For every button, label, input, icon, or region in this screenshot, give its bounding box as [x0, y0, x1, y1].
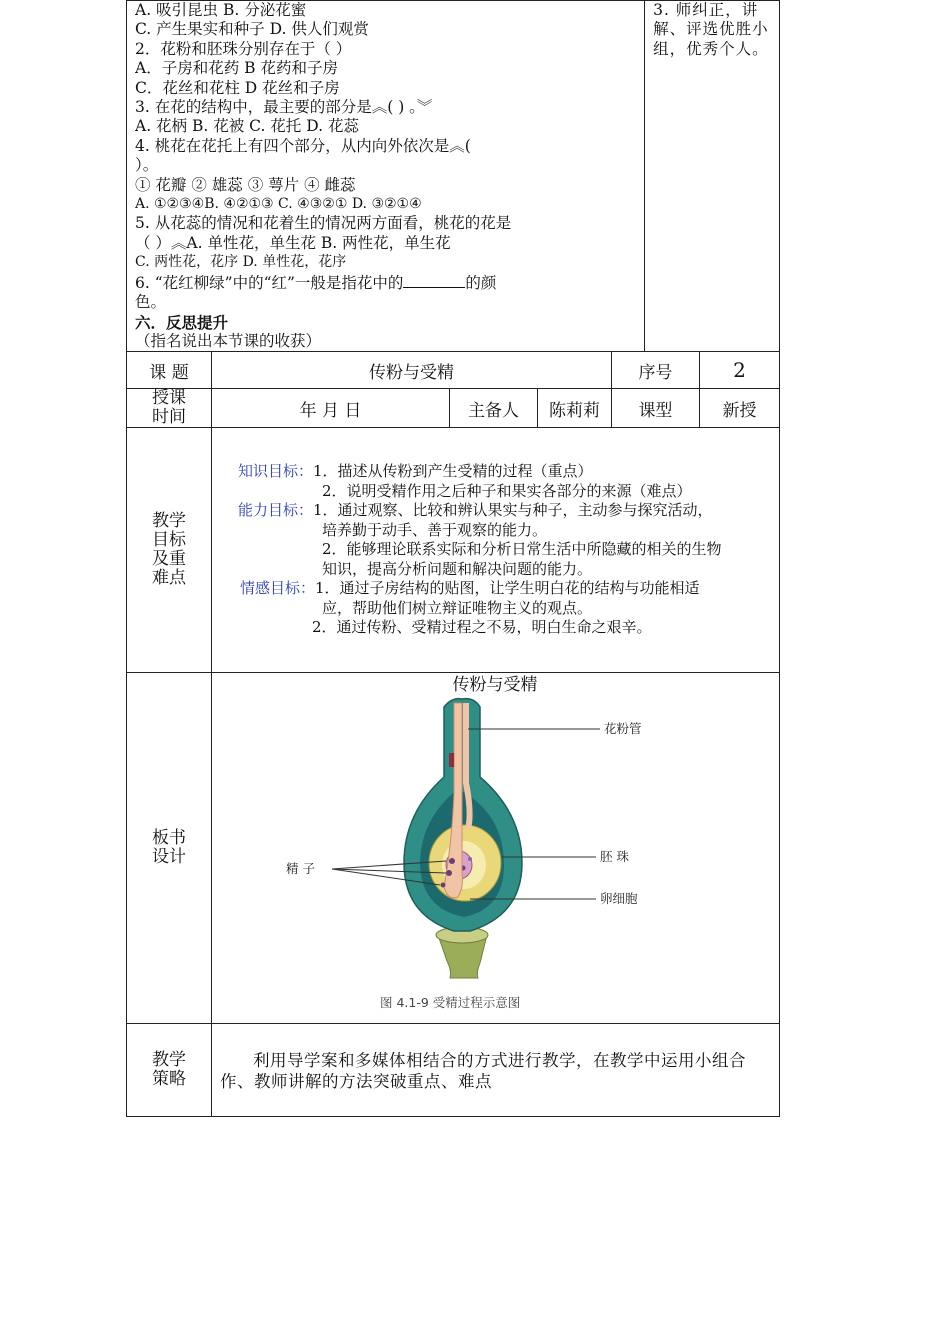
ability-goal-2: 2．能够理论联系实际和分析日常生活中所隐藏的相关的生物 — [322, 540, 722, 559]
question-line: 3. 在花的结构中，最主要的部分是︽( ) 。︾ — [135, 98, 433, 117]
question-6-suffix: 的颜 — [465, 273, 497, 292]
ovule — [429, 825, 501, 901]
goals-content — [212, 428, 780, 673]
lesson-table — [126, 351, 780, 1117]
host-label: 主备人 — [449, 389, 537, 428]
answer-blank — [403, 273, 465, 288]
topic-value: 传粉与受精 — [212, 352, 612, 389]
time-label-line: 授课 — [152, 388, 186, 409]
ability-goal-1-cont: 培养勤于动手、善于观察的能力。 — [322, 520, 548, 539]
goals-label-line: 目标 — [152, 530, 186, 551]
goal-text: 1．通过子房结构的贴图，让学生明白花的结构与功能相适 — [315, 579, 700, 598]
question-line: A. 吸引昆虫 B. 分泌花蜜 — [135, 1, 307, 19]
strategy-label-line: 策略 — [152, 1069, 186, 1090]
ability-goal-2-cont: 知识，提高分析问题和解决问题的能力。 — [322, 559, 593, 578]
lesson-plan-sheet — [126, 0, 780, 1117]
question-line: 2．花粉和胚珠分别存在于（ ） — [135, 39, 352, 58]
question-line: 5. 从花蕊的情况和花着生的情况两方面看，桃花的花是 — [135, 214, 512, 233]
teacher-notes: 3. 师纠正，讲解、评选优胜小组，优秀个人。 — [645, 1, 780, 352]
goals-label-line: 难点 — [152, 568, 186, 589]
knowledge-goal-2: 2．说明受精作用之后种子和果实各部分的来源（难点） — [322, 481, 692, 500]
question-line: 4. 桃花在花托上有四个部分，从内向外依次是︽( — [135, 136, 471, 155]
knowledge-label: 知识目标： — [238, 462, 314, 481]
seq-value: 2 — [699, 352, 779, 389]
question-line: ）。 — [135, 156, 159, 175]
board-title: 传粉与受精 — [452, 675, 538, 696]
fertilization-diagram — [212, 673, 778, 1023]
label-ovule: 胚 珠 — [600, 849, 629, 865]
emotion-goal-1-cont: 应，帮助他们树立辩证唯物主义的观点。 — [322, 598, 593, 617]
board-label-line: 板书 — [152, 828, 186, 849]
emotion-goal-2: 2．通过传粉、受精过程之不易，明白生命之艰辛。 — [312, 618, 652, 637]
section-title: 六．反思提升 — [135, 312, 229, 332]
question-6-end: 色。 — [135, 293, 167, 312]
host-value: 陈莉莉 — [537, 389, 611, 428]
ability-goal-1 — [238, 501, 775, 521]
question-line: A. 花柄 B. 花被 C. 花托 D. 花蕊 — [135, 117, 359, 136]
time-label — [127, 389, 212, 428]
knowledge-goal-1 — [238, 462, 775, 482]
label-egg: 卵细胞 — [600, 891, 638, 907]
flower-stalk — [436, 927, 488, 978]
goals-label-line: 及重 — [152, 549, 186, 570]
board-label-line: 设计 — [152, 847, 186, 868]
board-design — [212, 673, 780, 1024]
seq-label: 序号 — [611, 352, 699, 389]
question-line: ① 花瓣 ② 雄蕊 ③ 萼片 ④ 雌蕊 — [135, 175, 356, 194]
question-line: A. ①②③④B. ④②①③ C. ④③②① D. ③②①④ — [135, 196, 422, 213]
diagram-caption: 图 4.1-9 受精过程示意图 — [380, 995, 521, 1011]
strategy-label-line: 教学 — [152, 1050, 186, 1071]
exercise-table — [126, 0, 780, 352]
emotion-goal-1 — [238, 579, 775, 599]
date-value: 年 月 日 — [212, 389, 450, 428]
topic-label: 课 题 — [127, 352, 212, 389]
emotion-label: 情感目标： — [240, 579, 316, 598]
section-note: （指名说出本节课的收获） — [135, 331, 322, 350]
strategy-content — [212, 1024, 780, 1117]
label-pollen-tube: 花粉管 — [604, 721, 642, 737]
question-line: C. 两性花，花序 D. 单性花，花序 — [135, 254, 347, 271]
exercise-questions — [127, 1, 645, 352]
strategy-label — [127, 1024, 212, 1117]
question-line: （ ）︽A. 单性花，单生花 B. 两性花，单生花 — [135, 233, 451, 252]
goal-text: 1．通过观察、比较和辨认果实与种子，主动参与探究活动， — [313, 501, 713, 520]
board-label — [127, 673, 212, 1024]
goals-label — [127, 428, 212, 673]
strategy-text: 利用导学案和多媒体相结合的方式进行教学，在教学中运用小组合作、教师讲解的方法突破重点、难点 — [220, 1051, 746, 1092]
question-line: C．花丝和花柱 D 花丝和子房 — [135, 78, 340, 97]
goal-text: 1．描述从传粉到产生受精的过程（重点） — [313, 462, 593, 481]
label-sperm: 精 子 — [286, 861, 315, 877]
question-line: A．子房和花药 B 花药和子房 — [135, 59, 338, 78]
question-line: C. 产生果实和种子 D. 供人们观赏 — [135, 20, 369, 39]
question-6-text: 6. “花红柳绿”中的“红”一般是指花中的 — [135, 273, 404, 292]
type-value: 新授 — [699, 389, 779, 428]
goals-label-line: 教学 — [152, 511, 186, 532]
ability-label: 能力目标： — [238, 501, 314, 520]
time-label-line: 时间 — [152, 407, 186, 428]
question-6 — [135, 273, 638, 293]
type-label: 课型 — [611, 389, 699, 428]
